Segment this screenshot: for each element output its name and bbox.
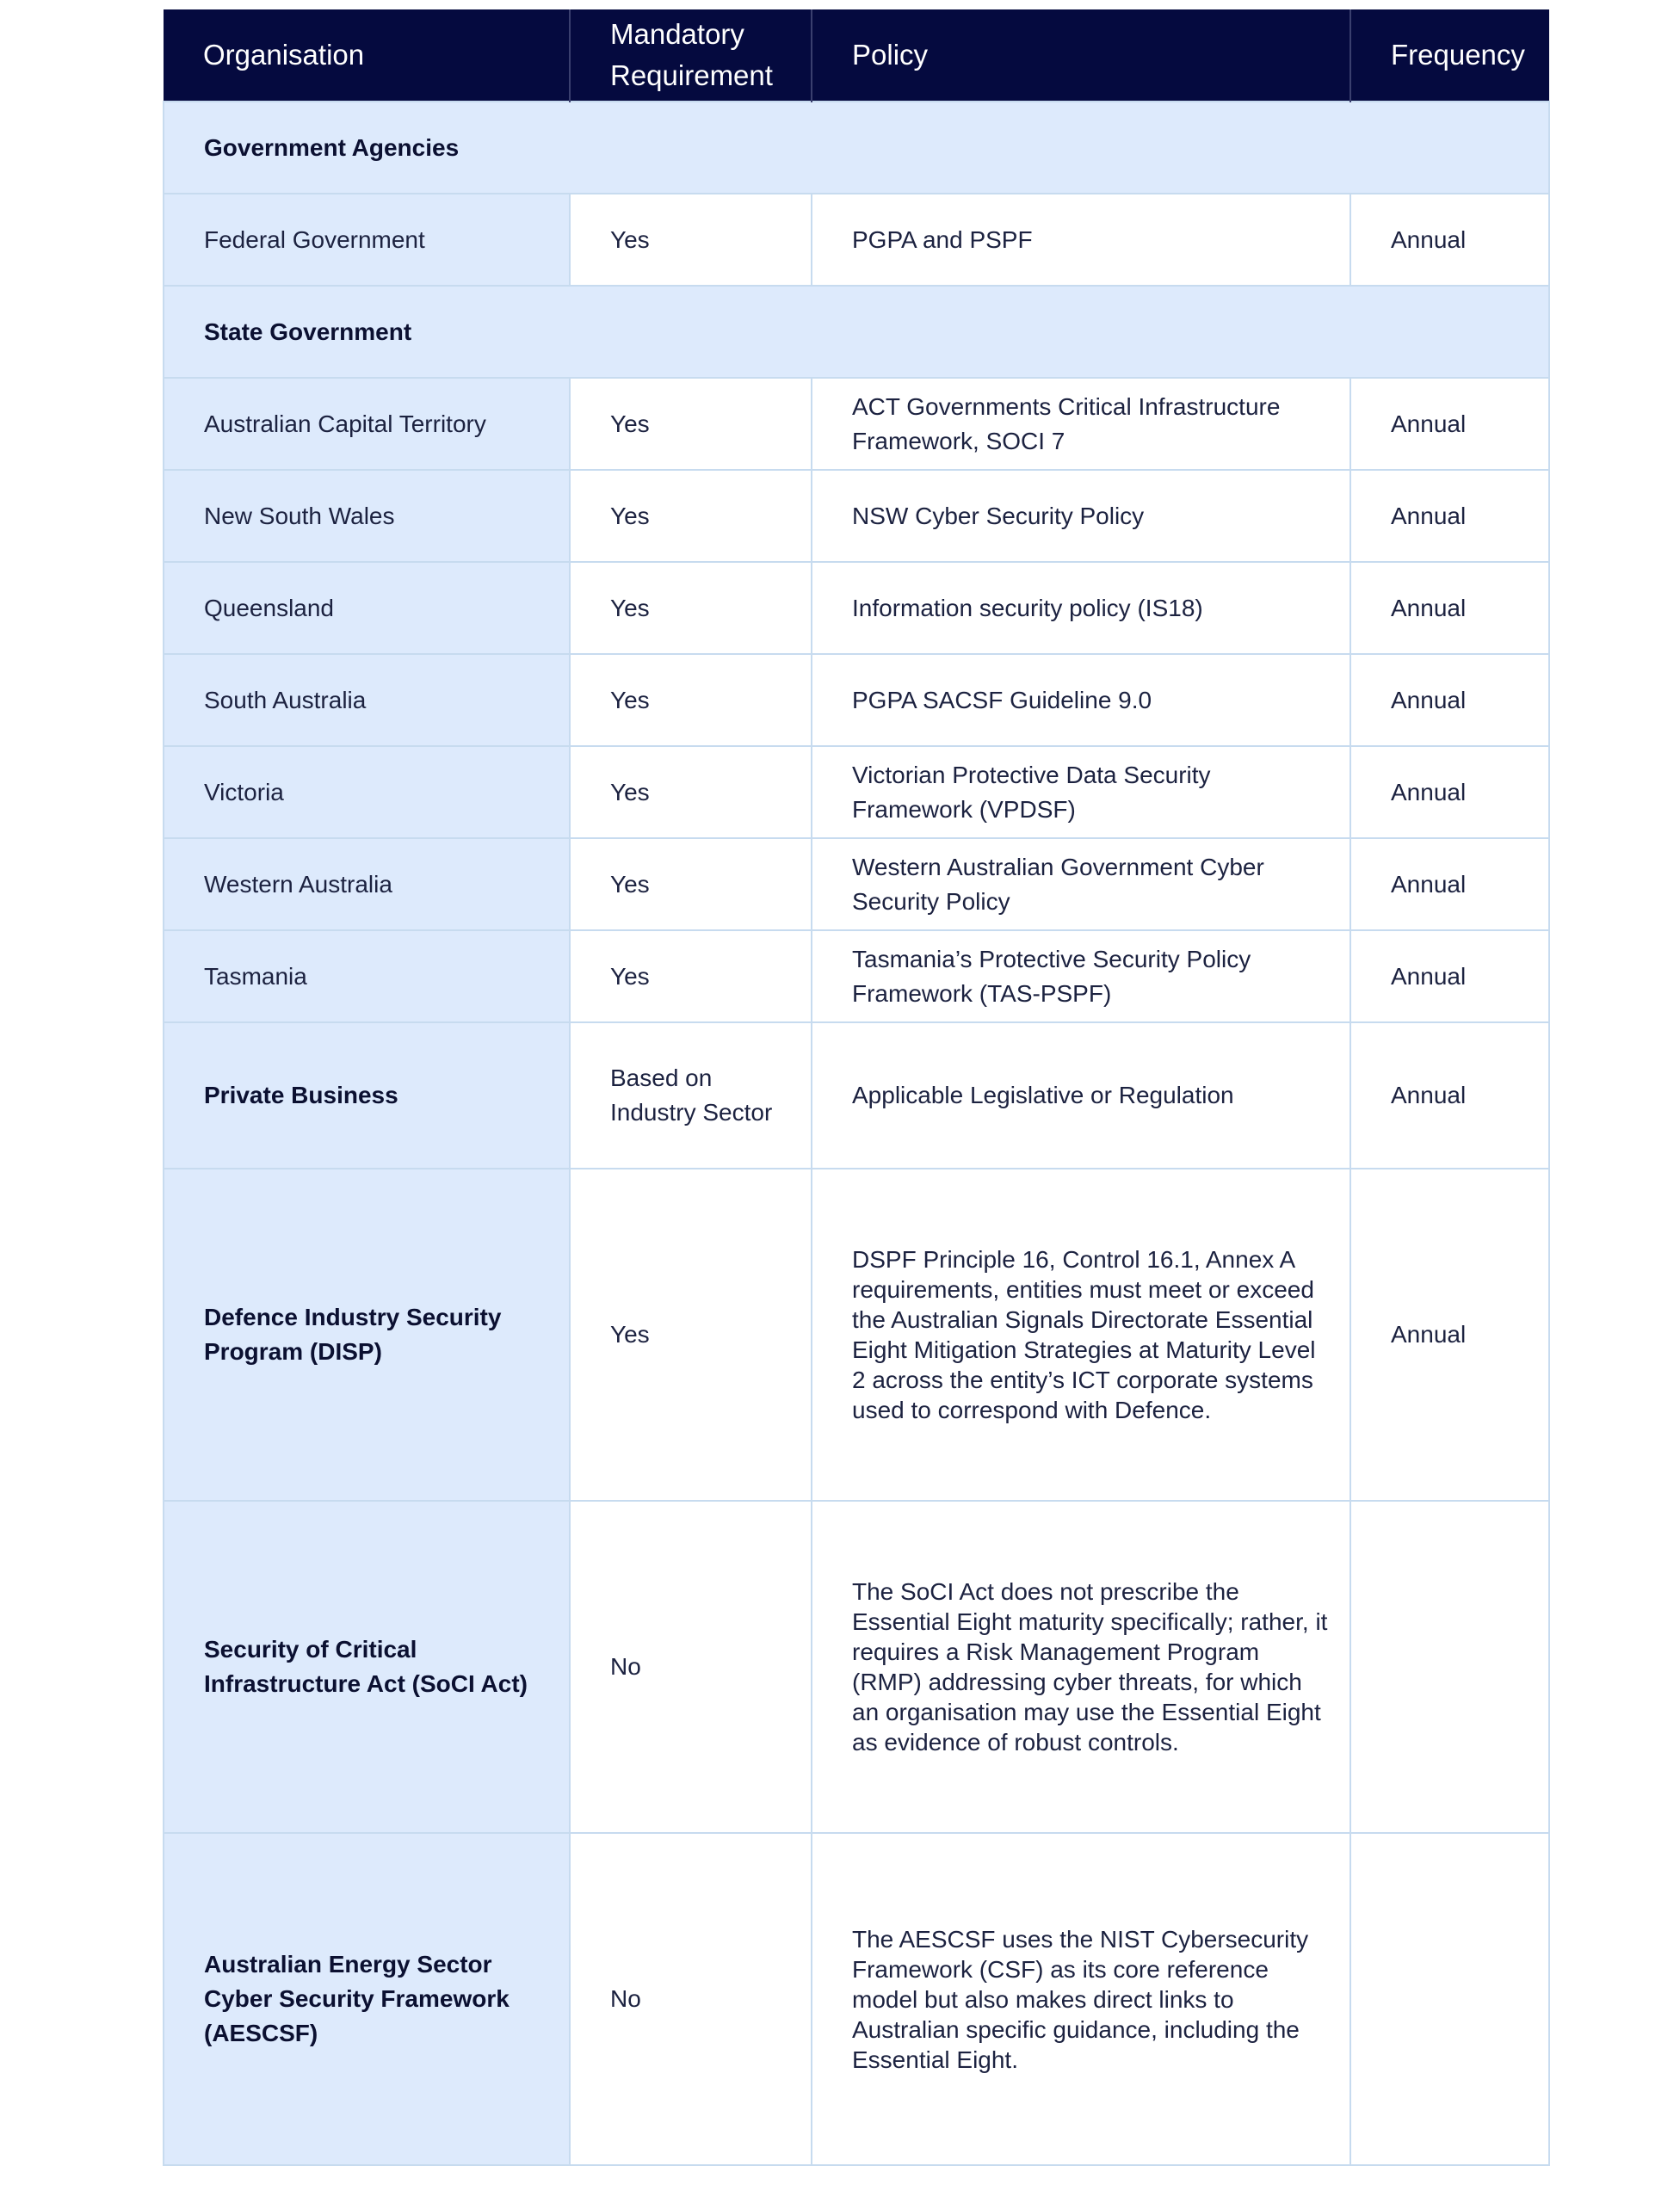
mandatory-cell: Yes <box>570 838 812 930</box>
header-frequency: Frequency <box>1350 9 1549 102</box>
policy-cell: Tasmania’s Protective Security Policy Framework (TAS-PSPF) <box>812 930 1350 1022</box>
organisation-cell: Western Australia <box>164 838 570 930</box>
table-row <box>164 470 1549 562</box>
policy-cell: The SoCI Act does not prescribe the Essential Eight maturity specifically; rather, it requires a Risk Management Program (RMP) addressing cyber threats, for which an organisation may use the Essential Eight as evidence of robust controls. <box>812 1501 1350 1833</box>
section-row <box>164 286 1549 378</box>
organisation-cell: Queensland <box>164 562 570 654</box>
mandatory-cell: Yes <box>570 378 812 470</box>
policy-cell: ACT Governments Critical Infrastructure Framework, SOCI 7 <box>812 378 1350 470</box>
table-row <box>164 378 1549 470</box>
frequency-cell: Annual <box>1350 1022 1549 1169</box>
section-label: Government Agencies <box>164 102 1549 194</box>
organisation-cell: Defence Industry Security Program (DISP) <box>164 1169 570 1501</box>
table-row <box>164 654 1549 746</box>
section-label: State Government <box>164 286 1549 378</box>
mandatory-cell: No <box>570 1501 812 1833</box>
mandatory-cell: Yes <box>570 654 812 746</box>
table-row <box>164 1833 1549 2165</box>
table-row <box>164 562 1549 654</box>
table-row <box>164 1501 1549 1833</box>
frequency-cell: Annual <box>1350 838 1549 930</box>
table-row <box>164 1169 1549 1501</box>
table-row <box>164 194 1549 286</box>
mandatory-cell: Yes <box>570 562 812 654</box>
mandatory-cell: Yes <box>570 194 812 286</box>
policy-cell: The AESCSF uses the NIST Cybersecurity Framework (CSF) as its core reference model but also makes direct links to Australian specific guidance, including the Essential Eight. <box>812 1833 1350 2165</box>
section-row <box>164 102 1549 194</box>
header-row <box>164 9 1549 102</box>
mandatory-cell: Yes <box>570 746 812 838</box>
header-organisation: Organisation <box>164 9 570 102</box>
organisation-cell: Victoria <box>164 746 570 838</box>
organisation-cell: Australian Energy Sector Cyber Security Framework (AESCSF) <box>164 1833 570 2165</box>
frequency-cell: Annual <box>1350 562 1549 654</box>
frequency-cell <box>1350 1501 1549 1833</box>
table-row <box>164 930 1549 1022</box>
mandatory-cell: Yes <box>570 470 812 562</box>
table-row <box>164 1022 1549 1169</box>
frequency-cell: Annual <box>1350 470 1549 562</box>
header-policy: Policy <box>812 9 1350 102</box>
policy-cell: Victorian Protective Data Security Framework (VPDSF) <box>812 746 1350 838</box>
frequency-cell: Annual <box>1350 1169 1549 1501</box>
organisation-cell: Australian Capital Territory <box>164 378 570 470</box>
organisation-cell: Tasmania <box>164 930 570 1022</box>
organisation-cell: Federal Government <box>164 194 570 286</box>
organisation-cell: Security of Critical Infrastructure Act (SoCI Act) <box>164 1501 570 1833</box>
policy-cell: PGPA SACSF Guideline 9.0 <box>812 654 1350 746</box>
table-row <box>164 746 1549 838</box>
frequency-cell: Annual <box>1350 654 1549 746</box>
policy-cell: PGPA and PSPF <box>812 194 1350 286</box>
mandatory-cell: Yes <box>570 1169 812 1501</box>
compliance-table <box>163 9 1550 2166</box>
frequency-cell <box>1350 1833 1549 2165</box>
frequency-cell: Annual <box>1350 194 1549 286</box>
organisation-cell: Private Business <box>164 1022 570 1169</box>
policy-cell: DSPF Principle 16, Control 16.1, Annex A requirements, entities must meet or exceed the Australian Signals Directorate Essential Eight Mitigation Strategies at Maturity Level 2 across the entity’s ICT corporate systems used to correspond with Defence. <box>812 1169 1350 1501</box>
organisation-cell: South Australia <box>164 654 570 746</box>
policy-cell: NSW Cyber Security Policy <box>812 470 1350 562</box>
frequency-cell: Annual <box>1350 746 1549 838</box>
table-row <box>164 838 1549 930</box>
frequency-cell: Annual <box>1350 930 1549 1022</box>
mandatory-cell: Based on Industry Sector <box>570 1022 812 1169</box>
policy-cell: Western Australian Government Cyber Security Policy <box>812 838 1350 930</box>
policy-cell: Applicable Legislative or Regulation <box>812 1022 1350 1169</box>
policy-cell: Information security policy (IS18) <box>812 562 1350 654</box>
mandatory-cell: No <box>570 1833 812 2165</box>
frequency-cell: Annual <box>1350 378 1549 470</box>
organisation-cell: New South Wales <box>164 470 570 562</box>
header-mandatory-requirement: Mandatory Requirement <box>570 9 812 102</box>
mandatory-cell: Yes <box>570 930 812 1022</box>
